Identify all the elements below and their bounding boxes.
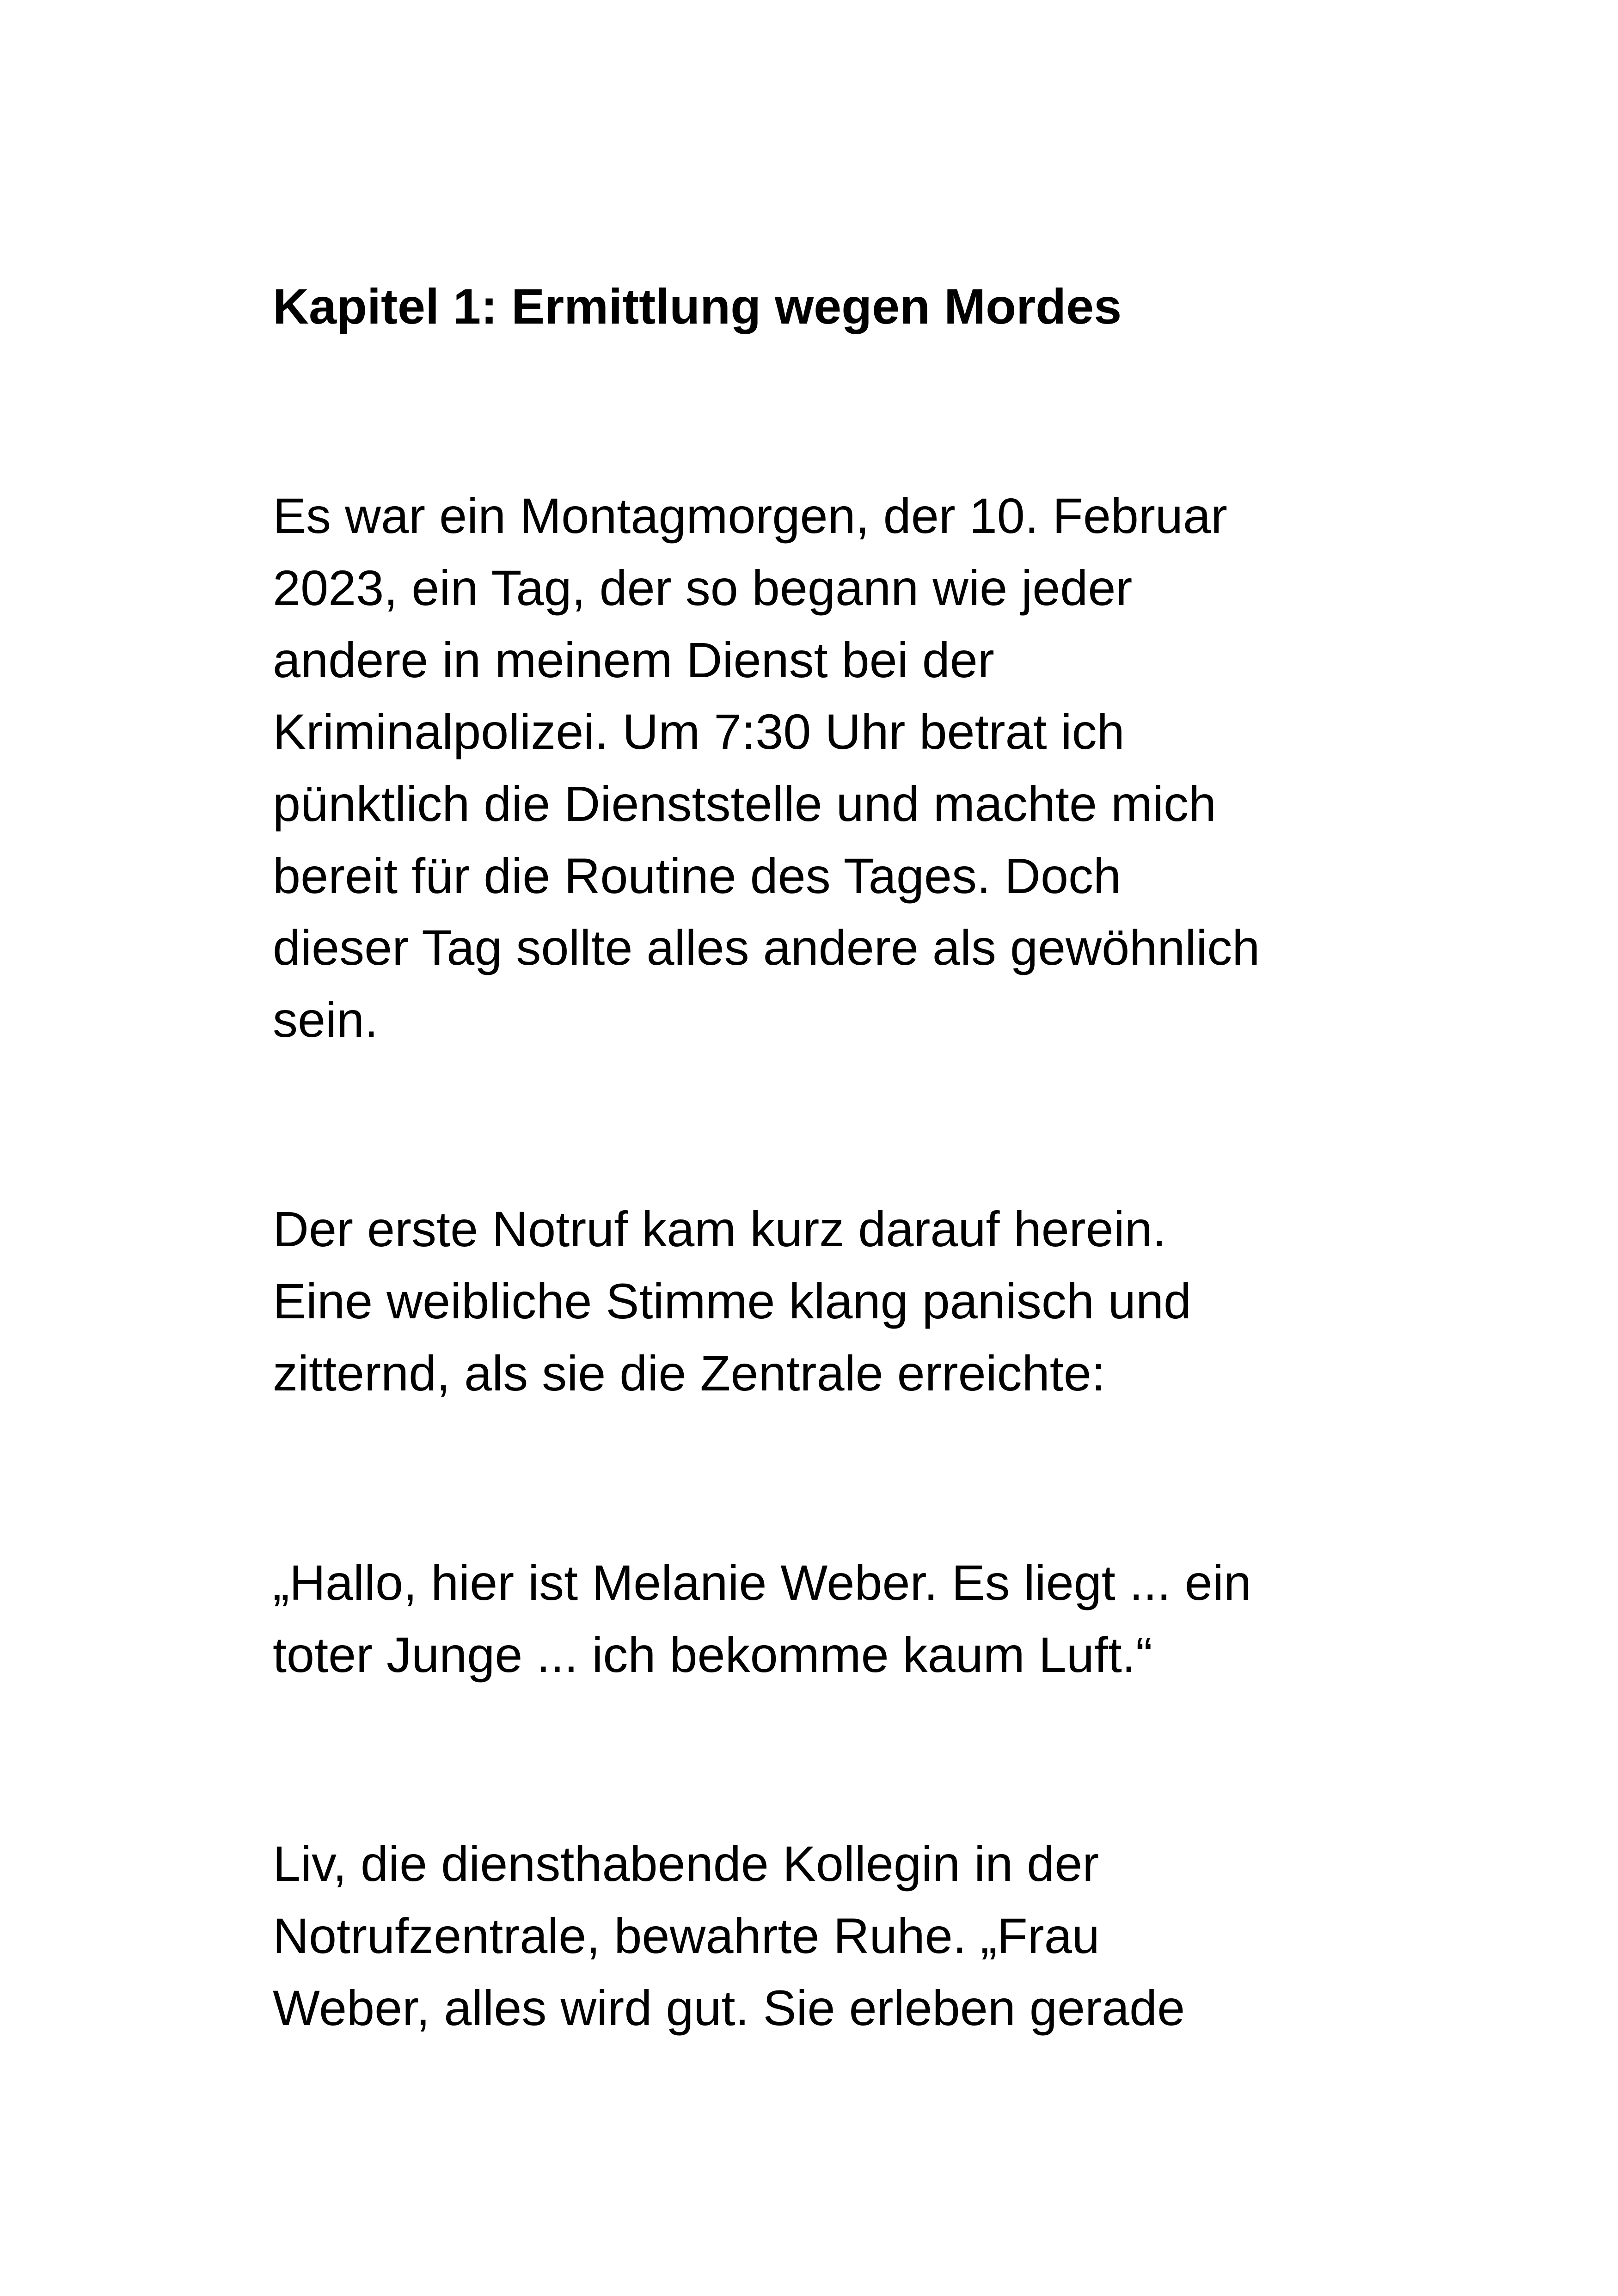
paragraph-line: bereit für die Routine des Tages. Doch — [273, 848, 1122, 904]
paragraph-line: dieser Tag sollte alles andere als gewöhnlich — [273, 919, 1260, 975]
paragraph-line: Es war ein Montagmorgen, der 10. Februar — [273, 488, 1228, 544]
paragraph-line: zitternd, als sie die Zentrale erreichte: — [273, 1345, 1105, 1401]
paragraph-line: pünktlich die Dienststelle und machte mich — [273, 776, 1217, 832]
paragraph-line: Kriminalpolizei. Um 7:30 Uhr betrat ich — [273, 704, 1125, 759]
paragraph-line: „Hallo, hier ist Melanie Weber. Es liegt ... ein — [273, 1555, 1251, 1610]
paragraph-line: sein. — [273, 992, 379, 1047]
paragraph-line: 2023, ein Tag, der so begann wie jeder — [273, 560, 1133, 616]
chapter-title: Kapitel 1: Ermittlung wegen Mordes — [273, 278, 1122, 334]
paragraph-line: Der erste Notruf kam kurz darauf herein. — [273, 1201, 1166, 1257]
paragraph-line: Eine weibliche Stimme klang panisch und — [273, 1273, 1192, 1329]
paragraph-line: Notrufzentrale, bewahrte Ruhe. „Frau — [273, 1908, 1100, 1964]
paragraph-line: Weber, alles wird gut. Sie erleben gerade — [273, 1980, 1185, 2036]
paragraph-line: Liv, die diensthabende Kollegin in der — [273, 1836, 1099, 1892]
paragraph-line: toter Junge ... ich bekomme kaum Luft.“ — [273, 1627, 1152, 1683]
paragraph-line: andere in meinem Dienst bei der — [273, 632, 994, 688]
